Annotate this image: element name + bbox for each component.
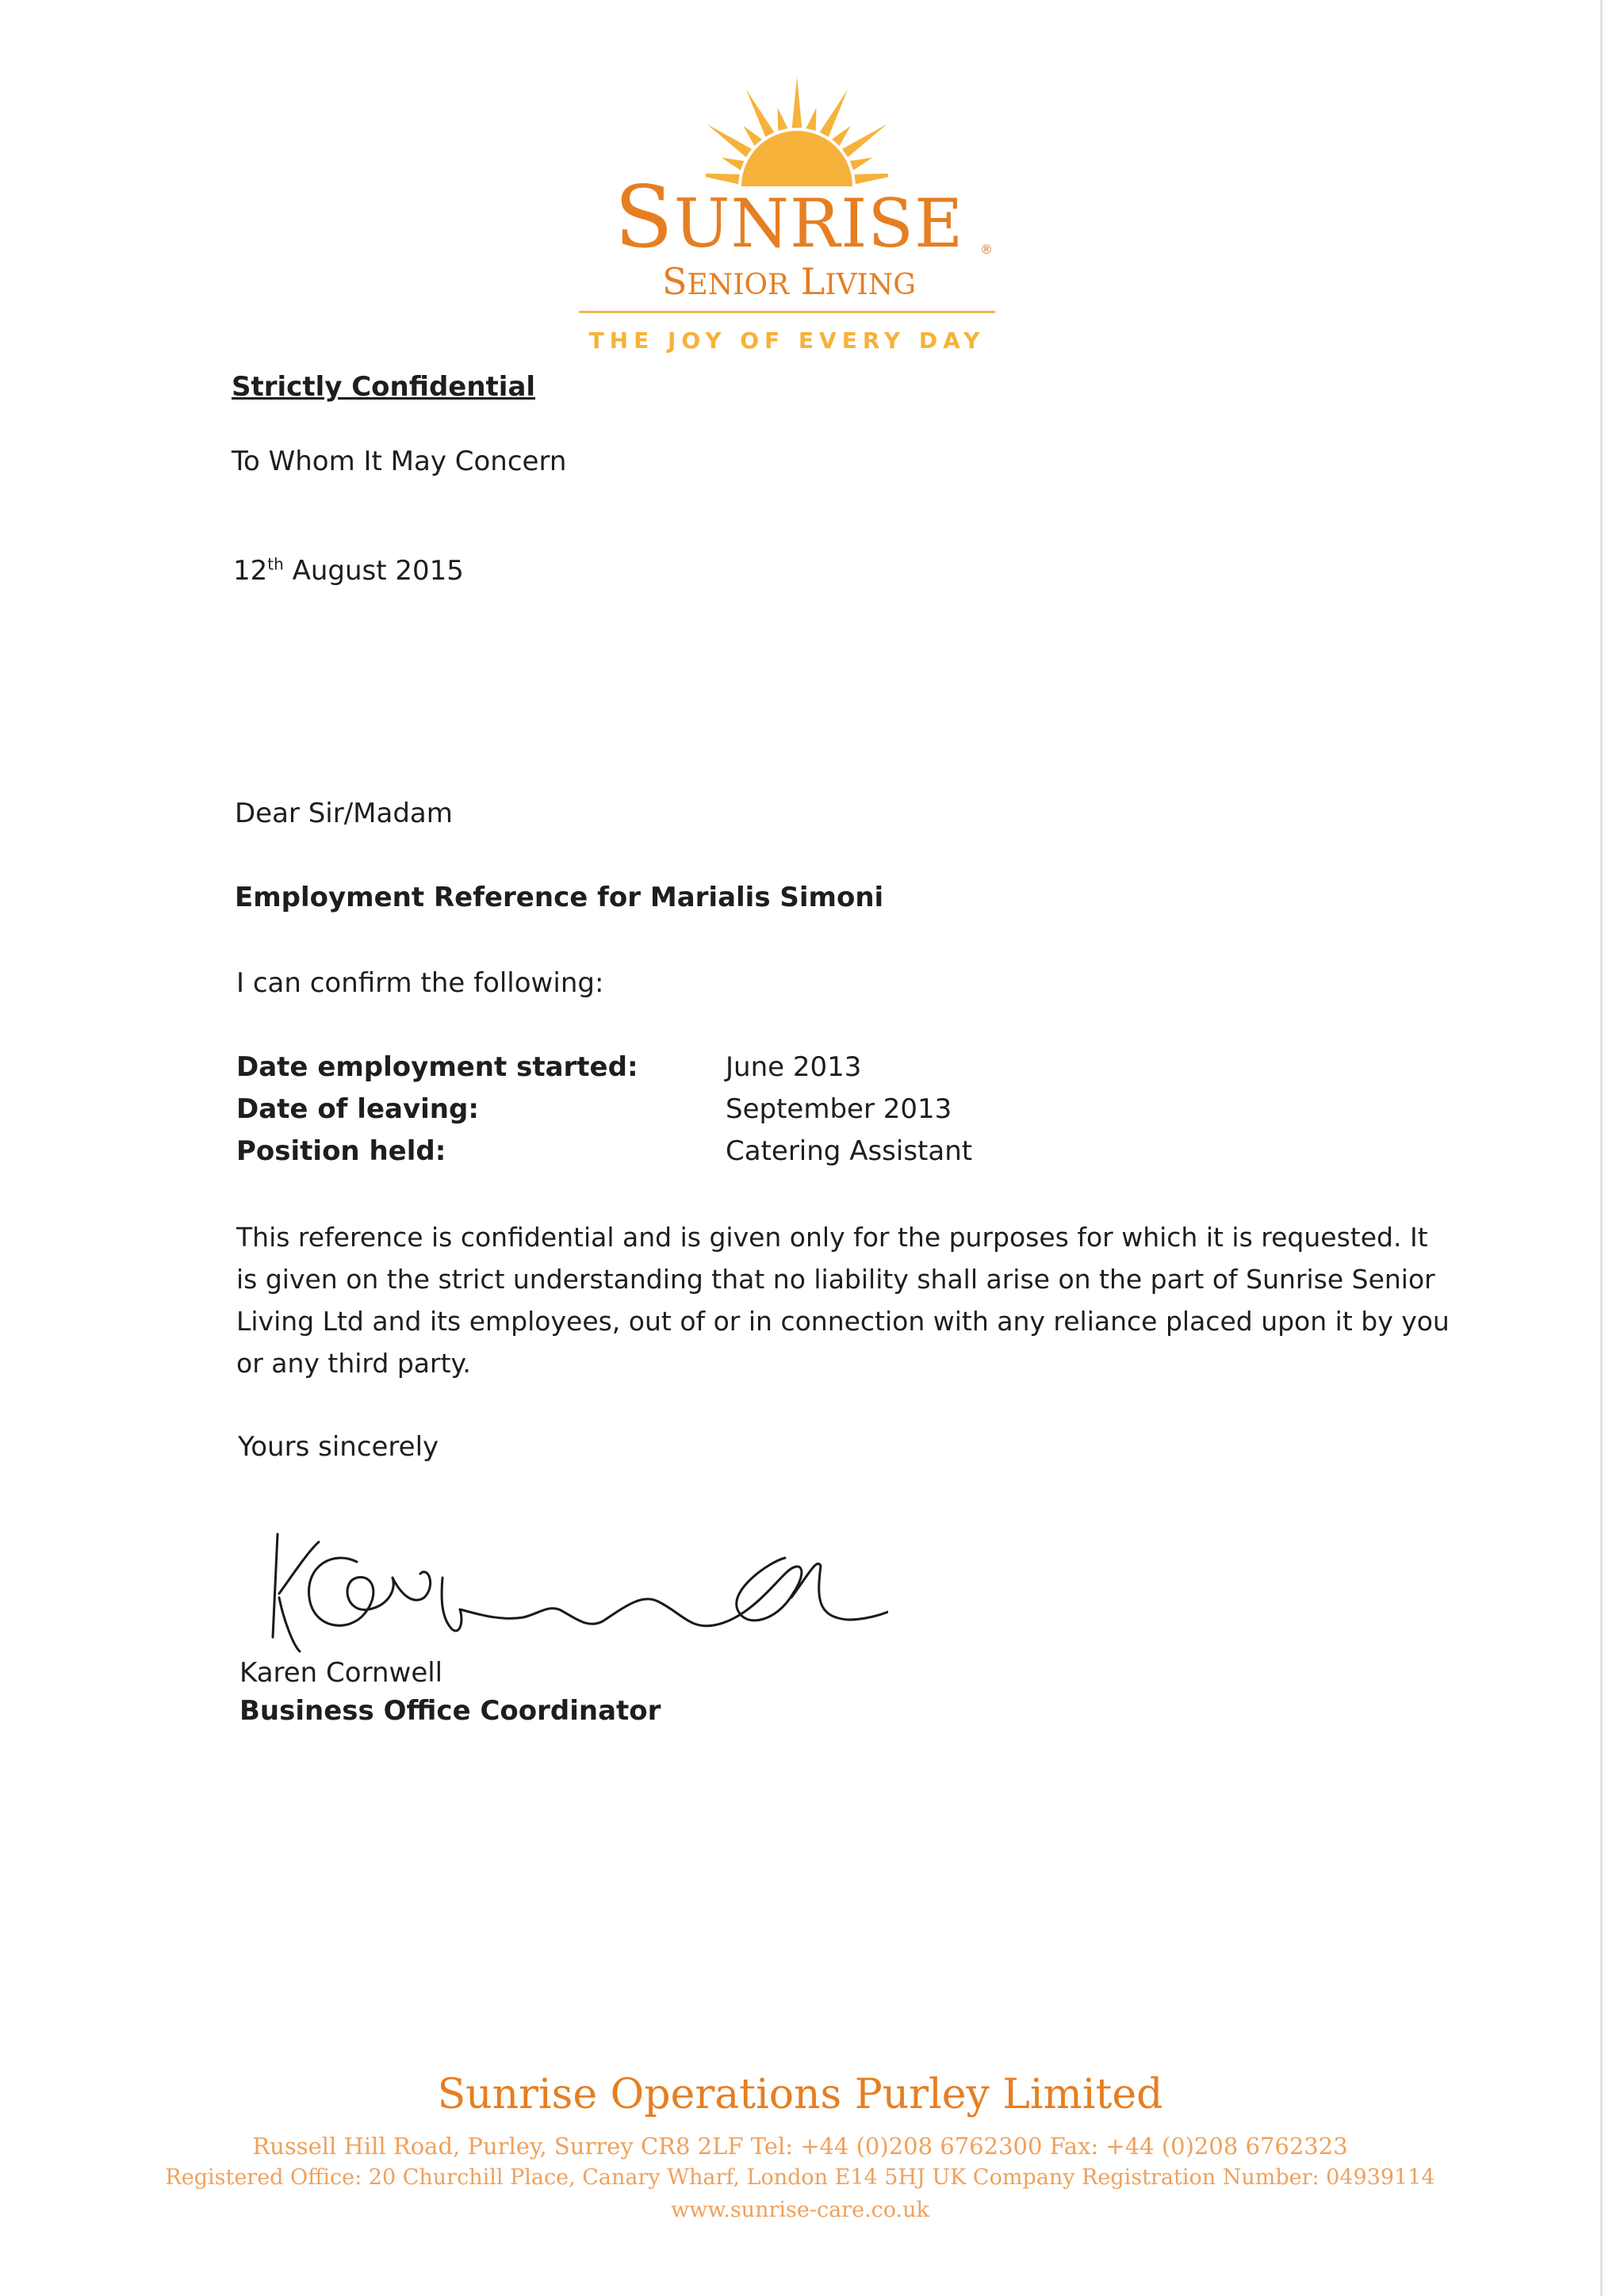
recipient-line: To Whom It May Concern [232, 446, 567, 477]
footer-registered-office: Registered Office: 20 Churchill Place, Canary Wharf, London E14 5HJ UK Company Registration Number: 04939114 [165, 2165, 1435, 2190]
logo-divider [579, 311, 995, 313]
detail-label: Date employment started: [236, 1051, 638, 1083]
detail-value: June 2013 [726, 1051, 862, 1083]
paragraph-line: is given on the strict understanding that no liability shall arise on the part of Sunrise Senior [236, 1264, 1435, 1295]
detail-value: September 2013 [726, 1093, 952, 1125]
confidential-heading: Strictly Confidential [232, 371, 536, 403]
date-suffix: th [267, 554, 284, 574]
registered-mark: ® [980, 242, 993, 257]
subject-line: Employment Reference for Marialis Simoni [235, 882, 884, 913]
disclaimer-paragraph [236, 1216, 1450, 1384]
paragraph-line: Living Ltd and its employees, out of or in connection with any reliance placed upon it by you [236, 1306, 1450, 1337]
footer-company-name: Sunrise Operations Purley Limited [437, 2071, 1163, 2118]
logo-wordmark-text: SUNRISE [614, 168, 964, 267]
signer-name: Karen Cornwell [239, 1657, 443, 1689]
sun-ray [820, 90, 848, 137]
detail-label: Position held: [236, 1135, 446, 1167]
company-logo [579, 75, 999, 361]
salutation: Dear Sir/Madam [235, 798, 453, 829]
letter-date [233, 555, 464, 587]
paragraph-line: or any third party. [236, 1348, 471, 1379]
paragraph-line: This reference is confidential and is given only for the purposes for which it is requested. It [236, 1222, 1428, 1253]
intro-line: I can confirm the following: [236, 967, 604, 999]
footer-website: www.sunrise-care.co.uk [671, 2198, 929, 2222]
date-rest: August 2015 [283, 555, 464, 587]
sun-ray [842, 124, 887, 158]
sun-ray [806, 108, 817, 131]
sun-ray [707, 124, 752, 158]
sun-ray [746, 90, 774, 137]
detail-label: Date of leaving: [236, 1093, 479, 1125]
logo-subtitle-text: SENIOR LIVING [661, 260, 917, 303]
sun-ray [743, 126, 761, 146]
date-day: 12 [233, 555, 268, 587]
sun-ray [792, 77, 802, 128]
logo-subtitle [579, 259, 999, 308]
logo-wordmark [579, 170, 999, 271]
logo-tagline: THE JOY OF EVERY DAY [588, 327, 986, 354]
footer-address: Russell Hill Road, Purley, Surrey CR8 2LF Tel: +44 (0)208 6762300 Fax: +44 (0)208 6762323 [252, 2133, 1348, 2160]
detail-value: Catering Assistant [726, 1135, 973, 1167]
sun-ray [778, 108, 788, 131]
handwritten-signature [262, 1518, 888, 1661]
closing-line: Yours sincerely [238, 1431, 439, 1463]
sun-ray [832, 126, 850, 146]
signer-title: Business Office Coordinator [239, 1695, 661, 1727]
page-edge [1600, 0, 1603, 2296]
